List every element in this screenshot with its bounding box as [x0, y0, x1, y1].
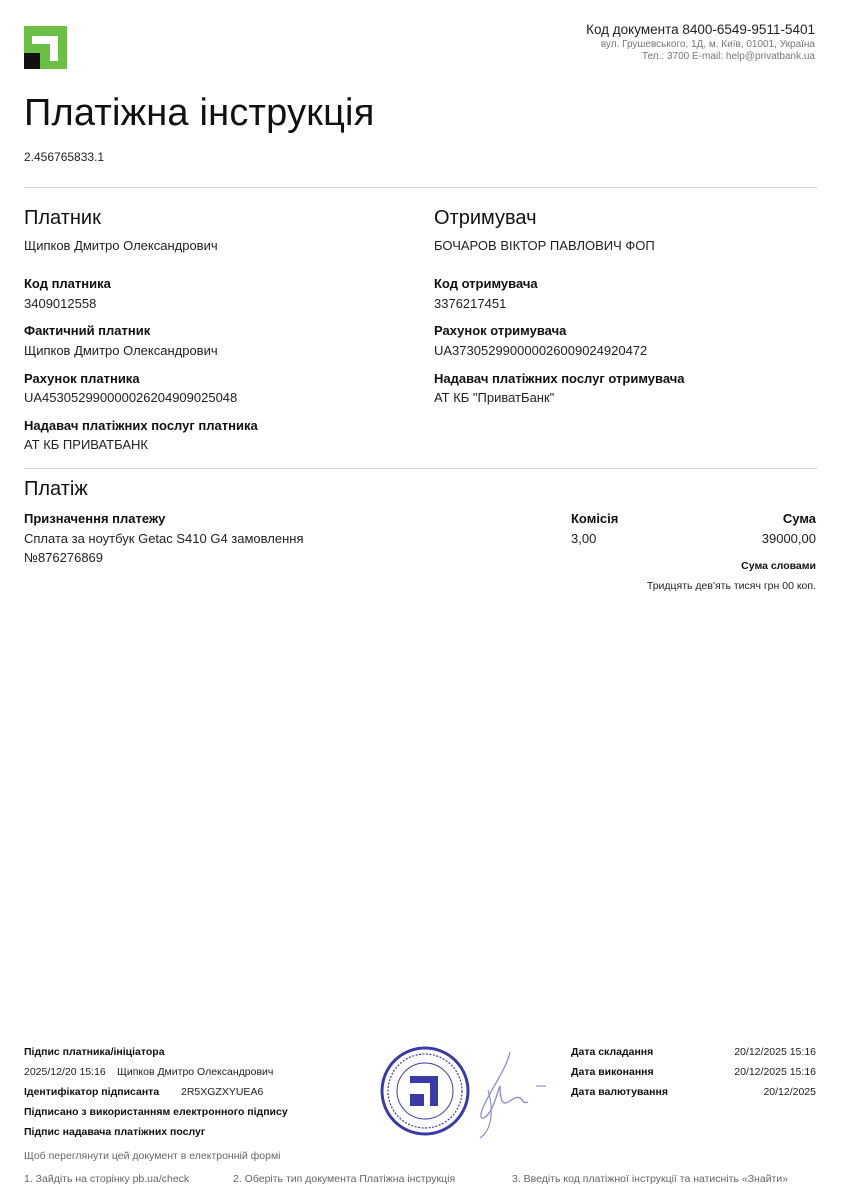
privatbank-logo [24, 26, 67, 69]
handwritten-signature [470, 1050, 550, 1140]
actual-payer: Щипков Дмитро Олександрович [24, 343, 218, 358]
footer-step-3: 3. Введіть код платіжної інструкції та натисніть «Знайти» [512, 1173, 789, 1185]
recipient-account-label: Рахунок отримувача [434, 323, 567, 338]
amount-value: 39000,00 [761, 531, 816, 546]
recipient-heading: Отримувач [434, 207, 537, 229]
amount-words-label: Сума словами [741, 560, 816, 572]
esign-note: Підписано з використанням електронного підпису [24, 1106, 288, 1118]
payer-code-label: Код платника [24, 276, 111, 291]
commission-value: 3,00 [571, 531, 597, 546]
purpose-line-1: Сплата за ноутбук Getac S410 G4 замовлення [24, 531, 304, 546]
footer-intro: Щоб переглянути цей документ в електронній формі [24, 1150, 281, 1162]
footer-step-2: 2. Оберіть тип документа Платіжна інструкція [233, 1173, 456, 1185]
signer-id-label: Ідентифікатор підписанта [24, 1086, 160, 1098]
divider [24, 468, 817, 469]
recipient-code: 3376217451 [434, 296, 507, 311]
recipient-provider: АТ КБ "ПриватБанк" [434, 390, 555, 405]
purpose-line-2: №876276869 [24, 550, 104, 565]
payer-account-label: Рахунок платника [24, 371, 140, 386]
initiator-label: Підпис платника/ініціатора [24, 1046, 165, 1058]
bank-stamp [380, 1046, 470, 1136]
date-created-label: Дата складання [571, 1046, 654, 1058]
footer-step-1: 1. Зайдіть на сторінку pb.ua/check [24, 1173, 190, 1185]
actual-payer-label: Фактичний платник [24, 323, 151, 338]
recipient-name: БОЧАРОВ ВІКТОР ПАВЛОВИЧ ФОП [434, 238, 655, 253]
page-title: Платіжна інструкція [24, 92, 375, 134]
date-value: 20/12/2025 [763, 1086, 816, 1098]
bank-contacts: Тел.: 3700 E-mail: help@privatbank.ua [642, 51, 815, 62]
date-executed: 20/12/2025 15:16 [734, 1066, 816, 1078]
amount-words: Тридцять дев'ять тисяч грн 00 коп. [646, 580, 816, 592]
commission-label: Комісія [571, 511, 619, 526]
payer-name: Щипков Дмитро Олександрович [24, 238, 218, 253]
date-executed-label: Дата виконання [571, 1066, 654, 1078]
date-created: 20/12/2025 15:16 [734, 1046, 816, 1058]
document-code: Код документа 8400-6549-9511-5401 [586, 22, 815, 37]
divider [24, 187, 817, 188]
document-number: 2.456765833.1 [24, 150, 105, 164]
payer-provider-label: Надавач платіжних послуг платника [24, 418, 258, 433]
bank-address: вул. Грушевського, 1Д, м. Київ, 01001, Україна [600, 39, 815, 50]
payer-heading: Платник [24, 207, 101, 229]
header-contacts [586, 22, 815, 63]
purpose-label: Призначення платежу [24, 511, 166, 526]
date-value-label: Дата валютування [571, 1086, 668, 1098]
recipient-code-label: Код отримувача [434, 276, 538, 291]
payer-account: UA453052990000026204909025048 [24, 390, 238, 405]
payer-provider: АТ КБ ПРИВАТБАНК [24, 437, 148, 452]
signer-id: 2R5XGZXYUEA6 [181, 1086, 264, 1098]
provider-signature-label: Підпис надавача платіжних послуг [24, 1126, 206, 1138]
payer-code: 3409012558 [24, 296, 97, 311]
amount-label: Сума [782, 511, 816, 526]
payment-heading: Платіж [24, 478, 88, 500]
recipient-provider-label: Надавач платіжних послуг отримувача [434, 371, 685, 386]
initiator-datetime: 2025/12/20 15:16 [24, 1066, 106, 1078]
initiator-name: Щипков Дмитро Олександрович [117, 1066, 274, 1078]
recipient-account: UA373052990000026009024920472 [434, 343, 648, 358]
